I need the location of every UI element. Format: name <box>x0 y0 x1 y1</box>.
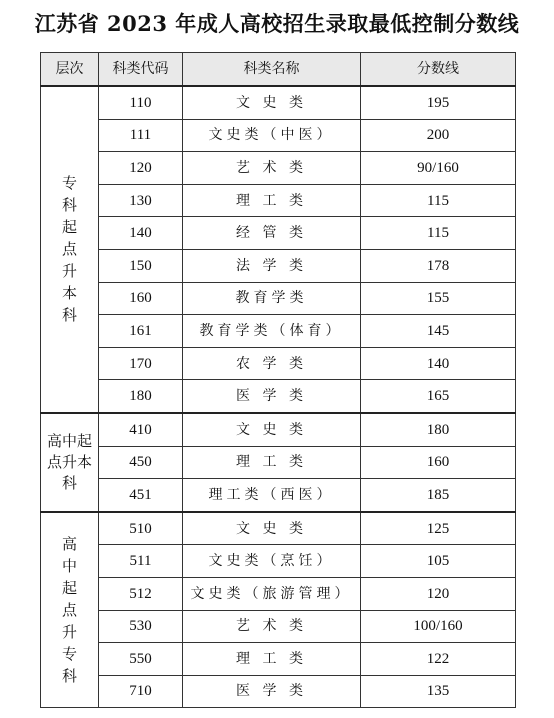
score-cell: 200 <box>361 119 516 152</box>
score-cell: 140 <box>361 347 516 380</box>
table-row <box>41 446 516 479</box>
table-row <box>41 282 516 315</box>
table-row <box>41 577 516 610</box>
code-cell: 170 <box>99 347 183 380</box>
score-cell: 135 <box>361 675 516 708</box>
code-cell: 161 <box>99 315 183 348</box>
table-row <box>41 643 516 676</box>
code-cell: 710 <box>99 675 183 708</box>
code-cell: 530 <box>99 610 183 643</box>
name-cell: 理 工 类 <box>183 184 361 217</box>
code-cell: 120 <box>99 152 183 185</box>
score-cell: 145 <box>361 315 516 348</box>
code-cell: 140 <box>99 217 183 250</box>
name-cell: 经 管 类 <box>183 217 361 250</box>
table-row <box>41 152 516 185</box>
score-table <box>40 52 516 708</box>
score-cell: 185 <box>361 479 516 512</box>
name-cell: 理 工 类 <box>183 643 361 676</box>
code-cell: 510 <box>99 512 183 545</box>
level-cell: 专科起点升本科 <box>41 86 99 413</box>
table-row <box>41 184 516 217</box>
name-cell: 文史类（旅游管理） <box>183 577 361 610</box>
score-cell: 115 <box>361 184 516 217</box>
name-cell: 文 史 类 <box>183 86 361 119</box>
score-cell: 180 <box>361 413 516 446</box>
name-cell: 文史类（烹饪） <box>183 545 361 578</box>
code-cell: 450 <box>99 446 183 479</box>
name-cell: 艺 术 类 <box>183 152 361 185</box>
code-cell: 150 <box>99 249 183 282</box>
score-cell: 165 <box>361 380 516 413</box>
header-code: 科类代码 <box>99 53 183 87</box>
score-cell: 178 <box>361 249 516 282</box>
score-cell: 105 <box>361 545 516 578</box>
header-name: 科类名称 <box>183 53 361 87</box>
score-cell: 122 <box>361 643 516 676</box>
table-row <box>41 675 516 708</box>
code-cell: 550 <box>99 643 183 676</box>
name-cell: 文 史 类 <box>183 512 361 545</box>
name-cell: 农 学 类 <box>183 347 361 380</box>
score-cell: 115 <box>361 217 516 250</box>
code-cell: 110 <box>99 86 183 119</box>
table-row <box>41 512 516 545</box>
name-cell: 理工类（西医） <box>183 479 361 512</box>
table-row <box>41 249 516 282</box>
table-row <box>41 479 516 512</box>
name-cell: 医 学 类 <box>183 380 361 413</box>
code-cell: 160 <box>99 282 183 315</box>
table-body <box>41 86 516 708</box>
score-cell: 100/160 <box>361 610 516 643</box>
table-row <box>41 413 516 446</box>
table-row <box>41 119 516 152</box>
table-row <box>41 217 516 250</box>
score-cell: 160 <box>361 446 516 479</box>
name-cell: 理 工 类 <box>183 446 361 479</box>
page-title: 江苏省 2023 年成人高校招生录取最低控制分数线 <box>34 11 520 36</box>
header-level: 层次 <box>41 53 99 87</box>
name-cell: 教育学类 <box>183 282 361 315</box>
code-cell: 511 <box>99 545 183 578</box>
name-cell: 医 学 类 <box>183 675 361 708</box>
table-row <box>41 347 516 380</box>
score-cell: 120 <box>361 577 516 610</box>
table-row <box>41 315 516 348</box>
table-header-row <box>41 53 516 87</box>
name-cell: 文史类（中医） <box>183 119 361 152</box>
code-cell: 130 <box>99 184 183 217</box>
level-cell: 高中起点升本科 <box>41 413 99 512</box>
code-cell: 180 <box>99 380 183 413</box>
score-cell: 125 <box>361 512 516 545</box>
score-cell: 155 <box>361 282 516 315</box>
name-cell: 教育学类（体育） <box>183 315 361 348</box>
score-cell: 90/160 <box>361 152 516 185</box>
table-row <box>41 610 516 643</box>
header-score: 分数线 <box>361 53 516 87</box>
code-cell: 410 <box>99 413 183 446</box>
name-cell: 艺 术 类 <box>183 610 361 643</box>
table-row <box>41 545 516 578</box>
code-cell: 512 <box>99 577 183 610</box>
level-cell: 高中起点升专科 <box>41 512 99 708</box>
code-cell: 451 <box>99 479 183 512</box>
code-cell: 111 <box>99 119 183 152</box>
name-cell: 法 学 类 <box>183 249 361 282</box>
table-row <box>41 86 516 119</box>
name-cell: 文 史 类 <box>183 413 361 446</box>
table-row <box>41 380 516 413</box>
score-cell: 195 <box>361 86 516 119</box>
